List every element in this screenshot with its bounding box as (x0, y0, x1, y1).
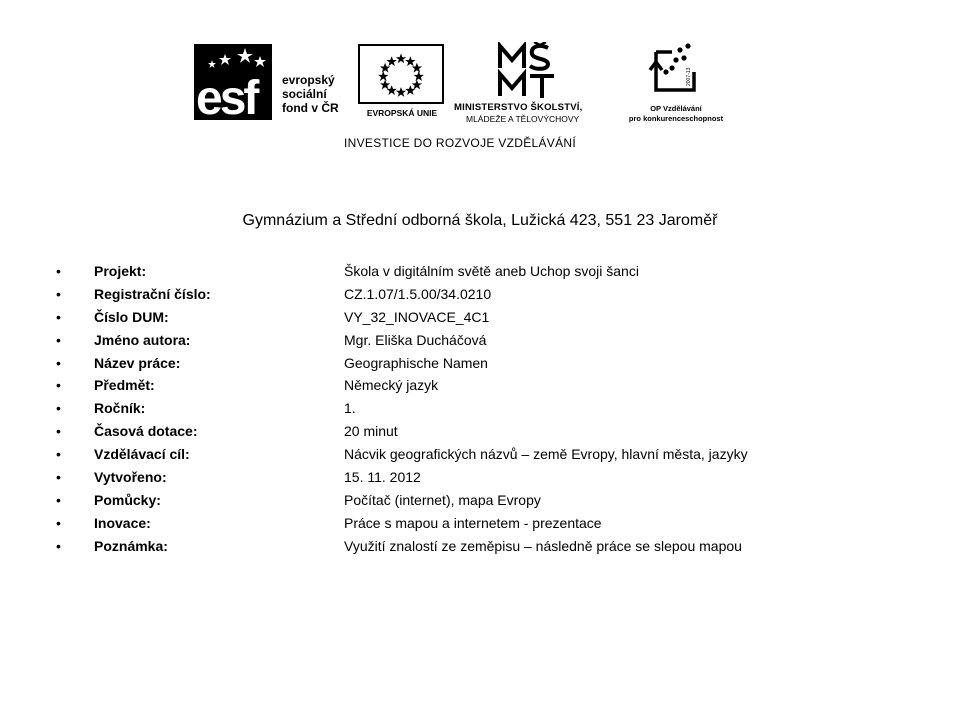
op-line-2: pro konkurenceschopnost (628, 114, 724, 123)
logo-bar (190, 40, 730, 155)
item-label: Poznámka: (94, 537, 168, 554)
item-value: VY_32_INOVACE_4C1 (344, 308, 490, 325)
tagline: INVESTICE DO ROZVOJE VZDĚLÁVÁNÍ (343, 136, 576, 150)
item-value: 1. (344, 400, 356, 417)
bullet: • (56, 377, 61, 394)
item-label: Registrační číslo: (94, 285, 211, 302)
bullet: • (56, 446, 61, 463)
bullet: • (56, 400, 61, 417)
item-value: Nácvik geografických názvů – země Evropy, hlavní města, jazyky (344, 446, 748, 463)
esf-text-line: sociální (282, 87, 327, 101)
esf-text (282, 73, 339, 115)
school-heading: Gymnázium a Střední odborná škola, Lužická 423, 551 23 Jaroměř (242, 212, 718, 229)
eu-stars-icon (358, 44, 444, 104)
item-label: Projekt: (94, 263, 147, 279)
item-label: Vzdělávací cíl: (94, 446, 190, 463)
msmt-logo (454, 42, 624, 132)
bullet: • (56, 537, 61, 554)
item-value: Počítač (internet), mapa Evropy (344, 491, 541, 508)
msmt-monogram-icon (496, 42, 556, 100)
msmt-line-2: MLÁDEŽE A TĚLOVÝCHOVY (466, 114, 580, 124)
list-item (56, 330, 916, 353)
esf-text-line: evropský (282, 73, 335, 87)
bullet: • (56, 423, 61, 440)
esf-text-line: fond v ČR (282, 101, 339, 115)
svg-text:esf: esf (196, 72, 257, 120)
item-label: Název práce: (94, 354, 181, 371)
list-item (56, 375, 916, 398)
list-item (56, 353, 916, 376)
op-line-1: OP Vzdělávání (650, 104, 702, 113)
item-label: Předmět: (94, 377, 155, 394)
esf-logo (190, 40, 350, 120)
list-item (56, 421, 916, 444)
item-label: Vytvořeno: (94, 469, 167, 486)
op-logo (620, 42, 730, 132)
list-item (56, 513, 916, 536)
list-item (56, 284, 916, 307)
item-label: Inovace: (94, 514, 151, 531)
list-item (56, 490, 916, 513)
info-list (56, 261, 916, 559)
msmt-line-1: MINISTERSTVO ŠKOLSTVÍ, (454, 102, 583, 113)
op-emblem-icon (646, 42, 706, 96)
list-item (56, 467, 916, 490)
bullet: • (56, 514, 61, 531)
eu-text: EVROPSKÁ UNIE (366, 108, 438, 118)
item-value: Německý jazyk (344, 377, 439, 394)
bullet: • (56, 285, 61, 302)
item-value: 15. 11. 2012 (344, 469, 421, 486)
item-label: Číslo DUM: (94, 308, 169, 325)
bullet: • (56, 469, 61, 486)
item-label: Časová dotace: (94, 423, 198, 440)
item-label: Ročník: (94, 400, 146, 417)
esf-mark-icon (194, 70, 272, 120)
svg-text:2007-13: 2007-13 (686, 67, 692, 86)
bullet: • (56, 263, 61, 279)
bullet: • (56, 308, 61, 325)
item-label: Jméno autora: (94, 331, 191, 348)
eu-logo (356, 44, 446, 124)
list-item (56, 398, 916, 421)
item-value: 20 minut (344, 423, 398, 440)
bullet: • (56, 491, 61, 508)
bullet: • (56, 331, 61, 348)
list-item (56, 307, 916, 330)
item-value: Geographische Namen (344, 354, 488, 371)
item-label: Pomůcky: (94, 491, 161, 508)
item-value: Práce s mapou a internetem - prezentace (344, 514, 602, 531)
list-item (56, 444, 916, 467)
item-value: Využití znalostí ze zeměpisu – následně práce se slepou mapou (344, 537, 742, 554)
list-item (56, 261, 916, 284)
item-value: CZ.1.07/1.5.00/34.0210 (344, 285, 492, 302)
list-item (56, 536, 916, 559)
item-value: Mgr. Eliška Ducháčová (344, 331, 487, 348)
item-value: Škola v digitálním světě aneb Uchop svoji šanci (344, 263, 639, 279)
bullet: • (56, 354, 61, 371)
